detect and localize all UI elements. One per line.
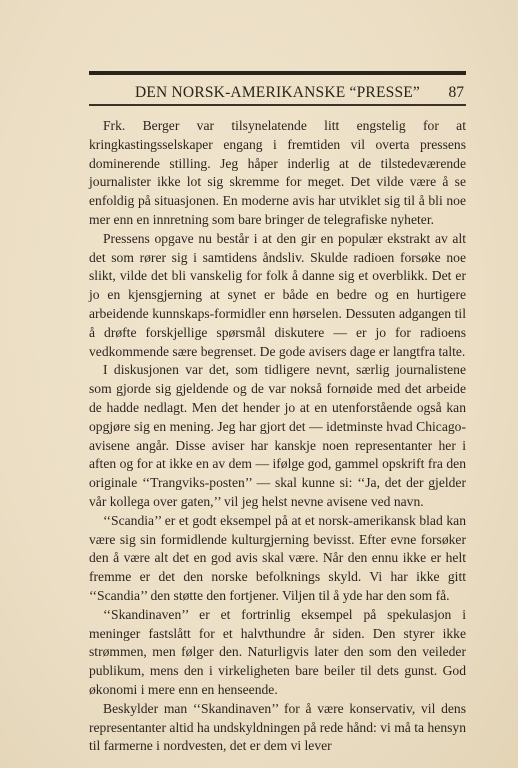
header-bottom-rule [89,104,466,106]
paragraph: ‘‘Scandia’’ er et godt eksempel på at et norsk-amerikansk blad kan være sig sin formidlende kulturgjerning bevisst. Efter evne forsøker den å være alt det en god avis skal være. Når den ennu ikke er helt fremme er det den norske befolknings skyld. Vi har ikke gitt ‘‘Scandia’’ den støtte den fortjener. Viljen til å yde har den som få. [89,512,466,603]
paragraph: Beskylder man ‘‘Skandinaven’’ for å være konservativ, vil dens representanter altid ha undskyldningen på rede hånd: vi må ta hensyn til farmerne i nordvesten, det er dem vi lever [89,700,466,754]
paragraph: Pressens opgave nu består i at den gir en populær ekstrakt av alt det som rører sig i samtidens åndsliv. Skulde radioen forsøke noe slikt, vilde det bli vanskelig for folk å danne sig et overblikk. Det er jo en kjensgjerning at synet er både en bedre og en hurtigere arbeidende kunnskaps-formidler enn hørselen. Dessuten adgangen til å drøfte forskjellige spørsmål diskutere — er jo for radioens vedkommende sære begrenset. De gode avisers dage er langtfra talte. [89,230,466,359]
paragraph: I diskusjonen var det, som tidligere nevnt, særlig journalistene som gjorde sig gjeldende og de var nokså fornøide med det arbeide de hadde nedlagt. Men det hender jo at en utenforstående også kan opgjøre sig en mening. Jeg har gjort det — idetminste hvad Chicago-avisene angår. Disse aviser har kanskje noen representanter her i aften og for at ikke en av dem — ifølge god, gammel opskrift fra den originale ‘‘Trangviks-posten’’ — skal kunne si: ‘‘Ja, det der gjelder vår kollega over gaten,’’ vil jeg helst nevne avisene ved navn. [89,362,466,509]
running-head-title: DEN NORSK-AMERIKANSKE “PRESSE” [135,84,421,101]
header-top-rule [89,71,466,75]
paragraph: ‘‘Skandinaven’’ er et fortrinlig eksempel på spekulasjon i meninger fastslått for et halvthundre år siden. Den styrer ikke strømmen, men følger den. Naturligvis later den som den veileder publikum, mens den i virkeligheten bare beiler til dets gunst. God økonomi i mere enn en henseende. [89,606,466,697]
page-number: 87 [448,84,464,101]
body-text [89,117,466,756]
paragraph: Frk. Berger var tilsynelatende litt engstelig for at kringkastingsselskaper engang i fremtiden vil overta pressens dominerende stilling. Jeg håper inderlig at de tilstedeværende journalister ikke lot sig skremme for meget. Det vilde være å se enfoldig på situasjonen. En moderne avis har utviklet sig til å bli noe mer enn en innretning som bare bringer de telegrafiske nyheter. [89,118,466,227]
running-head [89,84,466,106]
